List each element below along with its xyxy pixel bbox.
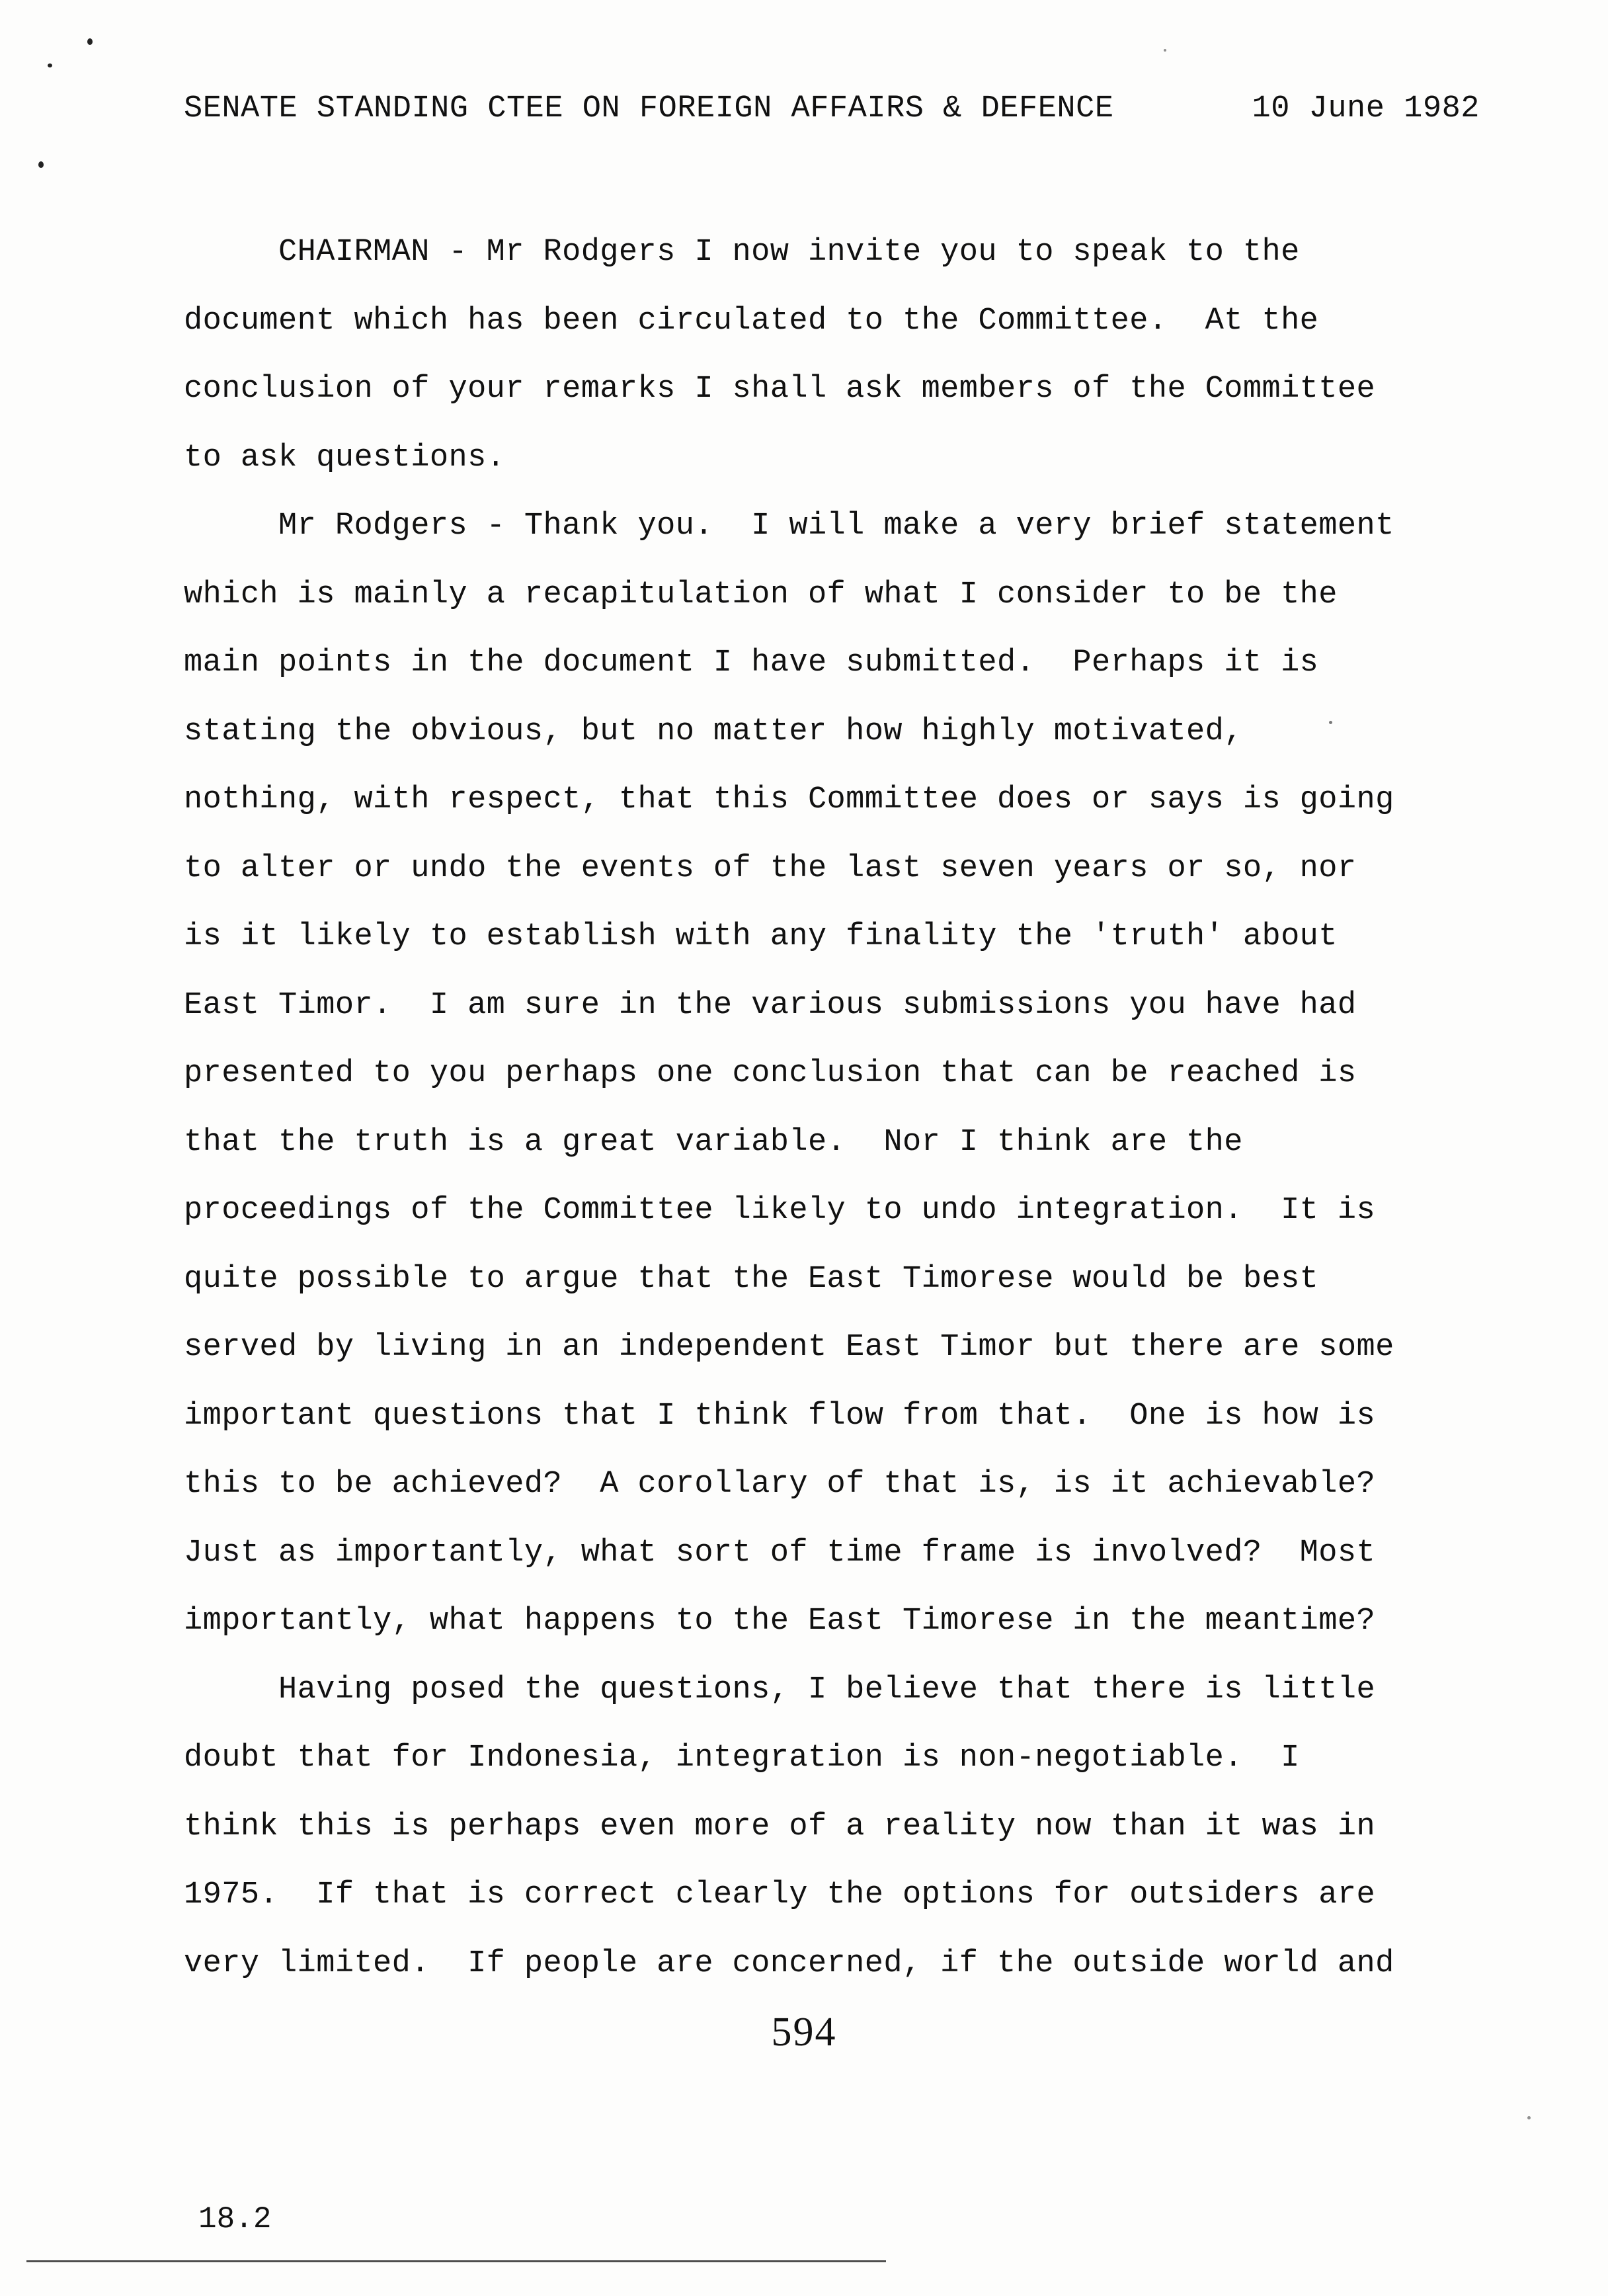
text-line: doubt that for Indonesia, integration is non-negotiable. I — [184, 1741, 1300, 1776]
text-line: proceedings of the Committee likely to undo integration. It is — [184, 1193, 1376, 1228]
text-line: very limited. If people are concerned, if the outside world and — [184, 1946, 1394, 1981]
text-line: that the truth is a great variable. Nor I think are the — [184, 1124, 1243, 1160]
scan-speck — [1164, 49, 1166, 52]
text-line: which is mainly a recapitulation of what I consider to be the — [184, 577, 1338, 612]
transcript-body — [184, 218, 1480, 1998]
text-line: Mr Rodgers - Thank you. I will make a very brief statement — [184, 509, 1394, 544]
header-title: SENATE STANDING CTEE ON FOREIGN AFFAIRS & DEFENCE — [184, 91, 1114, 126]
text-line: document which has been circulated to the Committee. At the — [184, 303, 1319, 339]
text-line: presented to you perhaps one conclusion that can be reached is — [184, 1056, 1357, 1091]
page-header — [184, 91, 1480, 126]
text-line: Just as importantly, what sort of time frame is involved? Most — [184, 1535, 1376, 1571]
scan-speck — [87, 38, 93, 45]
text-line: main points in the document I have submitted. Perhaps it is — [184, 645, 1319, 680]
page-number: 594 — [771, 2010, 837, 2055]
text-line: stating the obvious, but no matter how highly motivated, — [184, 714, 1243, 749]
scan-speck — [1329, 721, 1332, 724]
text-line: CHAIRMAN - Mr Rodgers I now invite you to speak to the — [184, 235, 1300, 270]
text-line: Having posed the questions, I believe that there is little — [184, 1672, 1376, 1707]
text-line: to ask questions. — [184, 440, 506, 475]
text-line: nothing, with respect, that this Committee does or says is going — [184, 782, 1394, 817]
text-line: East Timor. I am sure in the various submissions you have had — [184, 987, 1357, 1023]
text-line: conclusion of your remarks I shall ask members of the Committee — [184, 372, 1376, 407]
footer-code: 18.2 — [198, 2202, 272, 2236]
text-line: to alter or undo the events of the last seven years or so, nor — [184, 850, 1357, 886]
scan-speck — [48, 63, 52, 67]
text-line: is it likely to establish with any finality the 'truth' about — [184, 919, 1338, 954]
text-line: quite possible to argue that the East Timorese would be best — [184, 1261, 1319, 1297]
text-line: importantly, what happens to the East Timorese in the meantime? — [184, 1604, 1376, 1639]
scan-speck — [38, 161, 44, 168]
text-line: important questions that I think flow from that. One is how is — [184, 1398, 1376, 1434]
footer-rule — [26, 2260, 886, 2262]
text-line: served by living in an independent East Timor but there are some — [184, 1330, 1394, 1365]
header-date: 10 June 1982 — [1252, 91, 1480, 126]
scan-speck — [1527, 2116, 1531, 2119]
text-line: 1975. If that is correct clearly the options for outsiders are — [184, 1877, 1376, 1912]
text-line: this to be achieved? A corollary of that is, is it achievable? — [184, 1467, 1376, 1502]
text-line: think this is perhaps even more of a reality now than it was in — [184, 1809, 1376, 1844]
